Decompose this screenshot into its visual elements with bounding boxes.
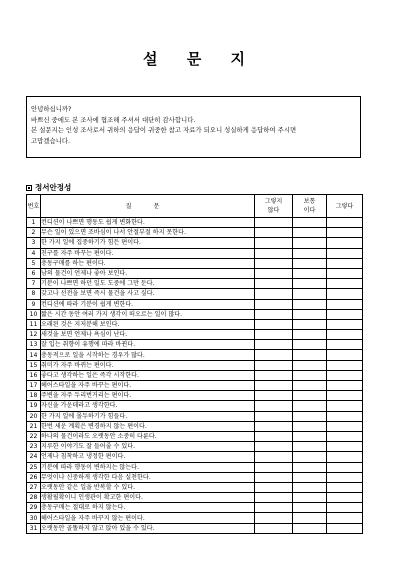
- row-number: 29: [27, 503, 41, 513]
- answer-neutral-cell[interactable]: [293, 493, 327, 503]
- header-neutral-line2: 이다: [303, 207, 316, 214]
- row-number: 21: [27, 421, 41, 431]
- intro-line-thanks: 바쁘신 중에도 본 조사에 협조해 주셔서 대단히 감사합니다.: [31, 115, 196, 124]
- answer-disagree-cell[interactable]: [255, 228, 293, 238]
- answer-agree-cell[interactable]: [327, 279, 363, 289]
- table-row: [27, 350, 363, 360]
- answer-disagree-cell[interactable]: [255, 268, 293, 278]
- answer-agree-cell[interactable]: [327, 513, 363, 523]
- answer-disagree-cell[interactable]: [255, 289, 293, 299]
- row-question: 오랫동안 골똘하지 않고 앉아 있을 수 있다.: [41, 523, 255, 533]
- answer-agree-cell[interactable]: [327, 299, 363, 309]
- table-row: [27, 442, 363, 452]
- answer-agree-cell[interactable]: [327, 289, 363, 299]
- answer-disagree-cell[interactable]: [255, 503, 293, 513]
- answer-neutral-cell[interactable]: [293, 421, 327, 431]
- row-question: 짧은 시간 동안 여러 가지 생각이 떠오르는 일이 많다.: [41, 309, 255, 319]
- answer-neutral-cell[interactable]: [293, 452, 327, 462]
- answer-neutral-cell[interactable]: [293, 238, 327, 248]
- answer-neutral-cell[interactable]: [293, 330, 327, 340]
- answer-disagree-cell[interactable]: [255, 258, 293, 268]
- row-number: 2: [27, 228, 41, 238]
- answer-disagree-cell[interactable]: [255, 493, 293, 503]
- table-row: [27, 411, 363, 421]
- row-question: 주변을 자주 두리번거리는 편이다.: [41, 391, 255, 401]
- row-question: 한 가지 일에 집중하기가 힘든 편이다.: [41, 238, 255, 248]
- header-disagree-line1: 그렇지: [264, 198, 283, 205]
- table-row: [27, 462, 363, 472]
- table-row: [27, 381, 363, 391]
- answer-agree-cell[interactable]: [327, 411, 363, 421]
- answer-agree-cell[interactable]: [327, 493, 363, 503]
- answer-agree-cell[interactable]: [327, 452, 363, 462]
- answer-neutral-cell[interactable]: [293, 472, 327, 482]
- answer-agree-cell[interactable]: [327, 442, 363, 452]
- answer-disagree-cell[interactable]: [255, 319, 293, 329]
- row-number: 16: [27, 370, 41, 380]
- table-row: [27, 330, 363, 340]
- table-row: [27, 299, 363, 309]
- answer-disagree-cell[interactable]: [255, 330, 293, 340]
- row-number: 22: [27, 431, 41, 441]
- intro-box: [26, 96, 361, 158]
- answer-agree-cell[interactable]: [327, 503, 363, 513]
- answer-disagree-cell[interactable]: [255, 513, 293, 523]
- answer-disagree-cell[interactable]: [255, 381, 293, 391]
- answer-disagree-cell[interactable]: [255, 391, 293, 401]
- row-number: 31: [27, 523, 41, 533]
- row-number: 27: [27, 482, 41, 492]
- table-row: [27, 513, 363, 523]
- table-row: [27, 493, 363, 503]
- answer-neutral-cell[interactable]: [293, 289, 327, 299]
- row-question: 남의 물건이 언제나 좋아 보인다.: [41, 268, 255, 278]
- row-question: 한번 세운 계획은 변경하지 않는 편이다.: [41, 421, 255, 431]
- answer-disagree-cell[interactable]: [255, 482, 293, 492]
- table-row: [27, 401, 363, 411]
- row-number: 10: [27, 309, 41, 319]
- answer-neutral-cell[interactable]: [293, 268, 327, 278]
- answer-agree-cell[interactable]: [327, 268, 363, 278]
- answer-neutral-cell[interactable]: [293, 401, 327, 411]
- row-number: 23: [27, 442, 41, 452]
- row-question: 헤어스타일을 자주 바꾸지 않는 편이다.: [41, 513, 255, 523]
- table-row: [27, 370, 363, 380]
- answer-disagree-cell[interactable]: [255, 350, 293, 360]
- answer-agree-cell[interactable]: [327, 370, 363, 380]
- answer-agree-cell[interactable]: [327, 330, 363, 340]
- row-number: 20: [27, 411, 41, 421]
- answer-neutral-cell[interactable]: [293, 442, 327, 452]
- table-row: [27, 431, 363, 441]
- table-row: [27, 289, 363, 299]
- table-row: [27, 268, 363, 278]
- table-row: [27, 523, 363, 533]
- answer-neutral-cell[interactable]: [293, 503, 327, 513]
- row-number: 24: [27, 452, 41, 462]
- answer-disagree-cell[interactable]: [255, 411, 293, 421]
- table-row: [27, 360, 363, 370]
- answer-disagree-cell[interactable]: [255, 462, 293, 472]
- answer-disagree-cell[interactable]: [255, 472, 293, 482]
- answer-neutral-cell[interactable]: [293, 258, 327, 268]
- answer-agree-cell[interactable]: [327, 391, 363, 401]
- table-row: [27, 309, 363, 319]
- header-neutral: [293, 195, 327, 218]
- answer-disagree-cell[interactable]: [255, 523, 293, 533]
- answer-disagree-cell[interactable]: [255, 401, 293, 411]
- table-row: [27, 279, 363, 289]
- row-question: 잘 입는 취향이 유행에 따라 바뀐다.: [41, 340, 255, 350]
- answer-agree-cell[interactable]: [327, 472, 363, 482]
- row-number: 3: [27, 238, 41, 248]
- table-row: [27, 218, 363, 228]
- row-number: 6: [27, 268, 41, 278]
- row-question: 컨디션에 따라 기분이 쉽게 변한다.: [41, 299, 255, 309]
- answer-neutral-cell[interactable]: [293, 309, 327, 319]
- table-row: [27, 421, 363, 431]
- header-disagree: [255, 195, 293, 218]
- answer-agree-cell[interactable]: [327, 482, 363, 492]
- table-row: [27, 258, 363, 268]
- table-row: [27, 452, 363, 462]
- row-question: 무슨 일이 있으면 조바심이 나서 안절부절 하지 못한다.: [41, 228, 255, 238]
- answer-disagree-cell[interactable]: [255, 238, 293, 248]
- header-disagree-line2: 않다: [267, 207, 280, 214]
- row-number: 1: [27, 218, 41, 228]
- answer-disagree-cell[interactable]: [255, 248, 293, 258]
- answer-neutral-cell[interactable]: [293, 218, 327, 228]
- row-number: 30: [27, 513, 41, 523]
- answer-disagree-cell[interactable]: [255, 309, 293, 319]
- answer-disagree-cell[interactable]: [255, 452, 293, 462]
- answer-agree-cell[interactable]: [327, 309, 363, 319]
- row-number: 9: [27, 299, 41, 309]
- header-question: 질 문: [41, 195, 255, 218]
- answer-disagree-cell[interactable]: [255, 431, 293, 441]
- row-question: 하나의 물건이라도 오랫동안 소중히 다룬다.: [41, 431, 255, 441]
- table-row: [27, 238, 363, 248]
- answer-neutral-cell[interactable]: [293, 381, 327, 391]
- answer-agree-cell[interactable]: [327, 340, 363, 350]
- intro-line-request: 본 설문지는 인성 조사로서 귀하의 응답이 귀중한 참고 자료가 되오니 성실하게 응답하여 주시면: [31, 126, 297, 134]
- row-question: 취미가 자주 바뀌는 편이다.: [41, 360, 255, 370]
- row-question: 새것을 보면 언제나 욕심이 난다.: [41, 330, 255, 340]
- answer-agree-cell[interactable]: [327, 238, 363, 248]
- table-row: [27, 248, 363, 258]
- row-question: 충동구매는 절대로 하지 않는다.: [41, 503, 255, 513]
- questionnaire-table: [26, 194, 363, 534]
- row-question: 컨디션이 나쁘면 행동도 쉽게 변화한다.: [41, 218, 255, 228]
- answer-agree-cell[interactable]: [327, 431, 363, 441]
- row-question: 충동적으로 일을 시작하는 경우가 많다.: [41, 350, 255, 360]
- answer-neutral-cell[interactable]: [293, 360, 327, 370]
- answer-agree-cell[interactable]: [327, 421, 363, 431]
- answer-neutral-cell[interactable]: [293, 391, 327, 401]
- row-question: 헤어스타일을 자주 바꾸는 편이다.: [41, 381, 255, 391]
- table-row: [27, 391, 363, 401]
- page-title: 설 문 지: [143, 50, 257, 68]
- header-neutral-line1: 보통: [303, 198, 316, 205]
- row-number: 8: [27, 289, 41, 299]
- row-number: 26: [27, 472, 41, 482]
- section-title: 정서안정성: [35, 183, 72, 192]
- row-number: 15: [27, 360, 41, 370]
- answer-disagree-cell[interactable]: [255, 370, 293, 380]
- row-number: 13: [27, 340, 41, 350]
- table-header-row: [27, 195, 363, 218]
- table-row: [27, 472, 363, 482]
- row-question: 오랫동안 같은 일을 반복할 수 있다.: [41, 482, 255, 492]
- row-number: 4: [27, 248, 41, 258]
- row-question: 생활필확이니 인생관이 확고한 편이다.: [41, 493, 255, 503]
- answer-neutral-cell[interactable]: [293, 370, 327, 380]
- header-agree: 그렇다: [327, 195, 363, 218]
- answer-agree-cell[interactable]: [327, 401, 363, 411]
- answer-neutral-cell[interactable]: [293, 350, 327, 360]
- answer-agree-cell[interactable]: [327, 248, 363, 258]
- row-question: 무엇이나 신중하게 생각한 다음 실천한다.: [41, 472, 255, 482]
- table-row: [27, 503, 363, 513]
- answer-agree-cell[interactable]: [327, 381, 363, 391]
- row-question: 오래된 것은 지저분해 보인다.: [41, 319, 255, 329]
- row-question: 자신을 가운데라고 생각한다.: [41, 401, 255, 411]
- row-number: 12: [27, 330, 41, 340]
- answer-neutral-cell[interactable]: [293, 248, 327, 258]
- row-question: 지루한 이야기도 잘 들어줄 수 있다.: [41, 442, 255, 452]
- row-question: 좋다고 생각하는 일은 즉각 시작한다.: [41, 370, 255, 380]
- answer-neutral-cell[interactable]: [293, 340, 327, 350]
- answer-neutral-cell[interactable]: [293, 523, 327, 533]
- row-number: 11: [27, 319, 41, 329]
- answer-disagree-cell[interactable]: [255, 340, 293, 350]
- row-question: 충동구매를 하는 편이다.: [41, 258, 255, 268]
- table-row: [27, 482, 363, 492]
- answer-neutral-cell[interactable]: [293, 299, 327, 309]
- answer-agree-cell[interactable]: [327, 523, 363, 533]
- header-number: 번호: [27, 195, 41, 218]
- answer-agree-cell[interactable]: [327, 218, 363, 228]
- table-row: [27, 319, 363, 329]
- row-number: 5: [27, 258, 41, 268]
- row-question: 기분에 따라 행동이 변하지는 않는다.: [41, 462, 255, 472]
- row-question: 친구를 자주 바꾸는 편이다.: [41, 248, 255, 258]
- answer-neutral-cell[interactable]: [293, 228, 327, 238]
- answer-disagree-cell[interactable]: [255, 360, 293, 370]
- answer-neutral-cell[interactable]: [293, 411, 327, 421]
- row-question: 갖고나 선전을 보면 즉시 물건을 사고 싶다.: [41, 289, 255, 299]
- row-number: 25: [27, 462, 41, 472]
- row-number: 18: [27, 391, 41, 401]
- row-number: 14: [27, 350, 41, 360]
- answer-disagree-cell[interactable]: [255, 299, 293, 309]
- table-row: [27, 228, 363, 238]
- row-number: 7: [27, 279, 41, 289]
- row-number: 17: [27, 381, 41, 391]
- answer-agree-cell[interactable]: [327, 462, 363, 472]
- answer-disagree-cell[interactable]: [255, 279, 293, 289]
- row-number: 19: [27, 401, 41, 411]
- answer-neutral-cell[interactable]: [293, 513, 327, 523]
- row-question: 한 가지 일에 몰두하기가 힘들다.: [41, 411, 255, 421]
- intro-line-closing: 고맙겠습니다.: [31, 136, 71, 145]
- table-row: [27, 340, 363, 350]
- section-heading: [26, 182, 71, 193]
- answer-disagree-cell[interactable]: [255, 218, 293, 228]
- answer-agree-cell[interactable]: [327, 360, 363, 370]
- answer-disagree-cell[interactable]: [255, 421, 293, 431]
- answer-disagree-cell[interactable]: [255, 442, 293, 452]
- answer-neutral-cell[interactable]: [293, 279, 327, 289]
- row-number: 28: [27, 493, 41, 503]
- answer-neutral-cell[interactable]: [293, 319, 327, 329]
- answer-agree-cell[interactable]: [327, 319, 363, 329]
- answer-neutral-cell[interactable]: [293, 462, 327, 472]
- intro-line-greeting: 안녕하십니까?: [31, 105, 72, 113]
- answer-agree-cell[interactable]: [327, 228, 363, 238]
- row-question: 기분이 나쁘면 하던 일도 도중에 그만 둔다.: [41, 279, 255, 289]
- answer-agree-cell[interactable]: [327, 258, 363, 268]
- answer-neutral-cell[interactable]: [293, 431, 327, 441]
- row-question: 언제나 침착하고 냉정한 편이다.: [41, 452, 255, 462]
- square-bullet-icon: [26, 185, 32, 191]
- answer-agree-cell[interactable]: [327, 350, 363, 360]
- answer-neutral-cell[interactable]: [293, 482, 327, 492]
